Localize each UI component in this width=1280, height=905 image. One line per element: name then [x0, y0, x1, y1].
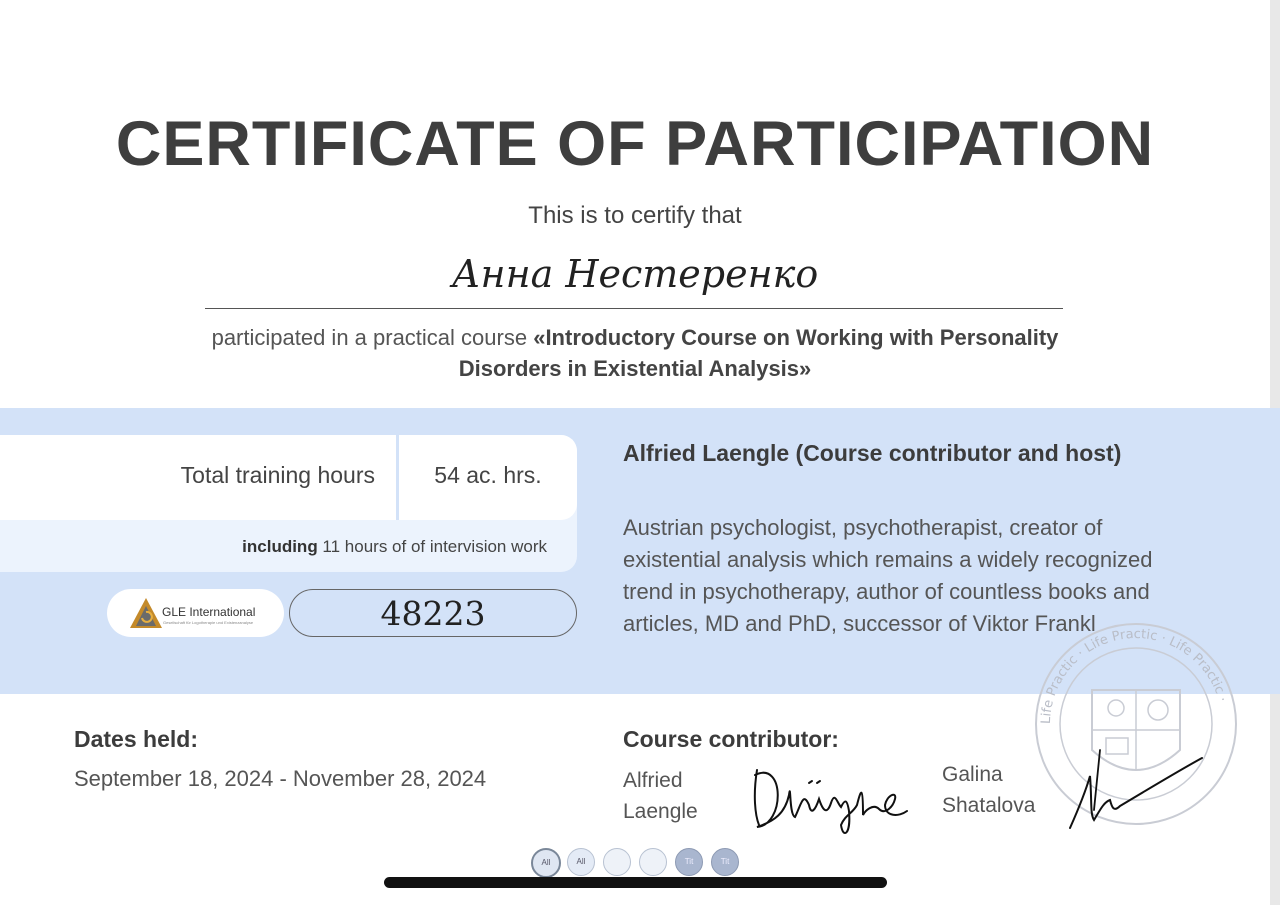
gle-logo-icon: [128, 596, 164, 630]
contributor-shatalova-last: Shatalova: [942, 794, 1036, 817]
course-description: [0, 322, 1270, 384]
thumbnail-6[interactable]: Tit: [711, 848, 739, 876]
certify-text: This is to certify that: [528, 202, 742, 229]
page-thumbnails: [531, 848, 741, 876]
thumbnail-2[interactable]: All: [567, 848, 595, 876]
name-underline: [205, 308, 1063, 309]
certificate-number: 48223: [289, 589, 577, 637]
laengle-signature: [745, 755, 920, 845]
contributor-laengle-last: Laengle: [623, 800, 698, 823]
gle-logo-text: GLE International: [162, 605, 256, 619]
host-name: Alfried Laengle (Course contributor and host): [623, 440, 1122, 466]
including-bold: including: [242, 537, 318, 556]
contributor-shatalova: [942, 759, 1035, 821]
thumbnail-4[interactable]: [639, 848, 667, 876]
dates-value: September 18, 2024 - November 28, 2024: [74, 766, 487, 791]
dates-label: Dates held:: [74, 726, 198, 752]
contributor-label: Course contributor:: [623, 726, 839, 752]
course-name: «Introductory Course on Working with Personality Disorders in Existential Analysis»: [458, 325, 1059, 381]
contributor-laengle: [623, 765, 698, 827]
course-prefix: participated in a practical course: [211, 325, 534, 350]
thumbnail-5[interactable]: Tit: [675, 848, 703, 876]
thumbnail-1[interactable]: All: [531, 848, 561, 878]
intervision-note: [0, 537, 547, 557]
host-bio: Austrian psychologist, psychotherapist, creator of existential analysis which remains a widely recognized trend in psychotherapy, author of countless books and articles, MD and PhD, successor of Viktor Frankl: [623, 515, 1153, 636]
gle-logo-subtext: Gesellschaft für Logotherapie und Existenzanalyse: [163, 620, 254, 625]
certificate-title: CERTIFICATE OF PARTICIPATION: [115, 109, 1155, 179]
seal-text: Life Practic · Life Practic · Life Practic ·: [1038, 626, 1230, 725]
thumbnail-3[interactable]: [603, 848, 631, 876]
recipient-name: Анна Нестеренко: [451, 252, 819, 296]
contributor-laengle-first: Alfried: [623, 769, 683, 792]
home-indicator[interactable]: [384, 877, 887, 888]
training-hours-value: 54 ac. hrs.: [434, 462, 542, 488]
svg-text:Life Practic · Life Practic ·: [1039, 627, 1230, 724]
training-hours-label: Total training hours: [180, 462, 375, 488]
shatalova-signature: [1060, 740, 1210, 835]
including-rest: 11 hours of of intervision work: [317, 537, 547, 556]
contributor-shatalova-first: Galina: [942, 763, 1003, 786]
